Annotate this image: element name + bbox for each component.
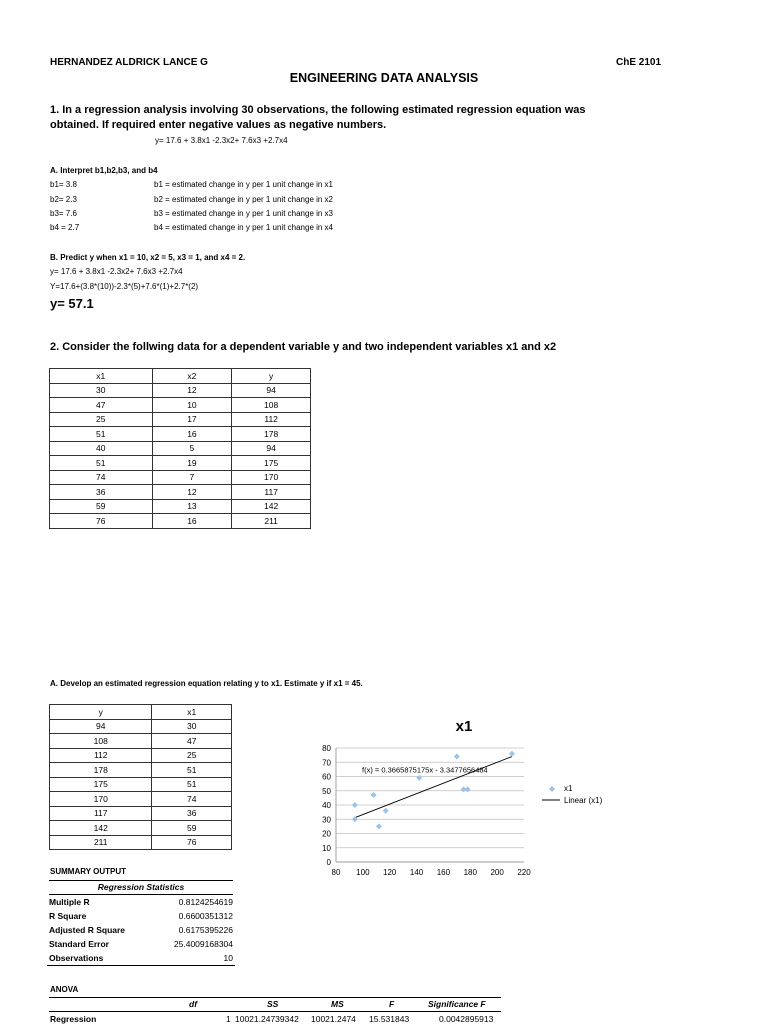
y-tick-label: 40 [322, 801, 331, 810]
table-row [50, 456, 311, 471]
table-row [50, 835, 232, 850]
table-cell: 16 [152, 514, 232, 529]
stats-value: 0.8124254619 [178, 897, 233, 907]
y-tick-label: 0 [326, 858, 331, 867]
table-row [50, 777, 232, 792]
anova-title: ANOVA [50, 985, 79, 994]
stats-label: Adjusted R Square [49, 925, 126, 935]
coef-b2: b2= 2.3 [50, 195, 77, 204]
stats-value: 10 [152, 951, 235, 966]
table-row [50, 763, 232, 778]
q1-equation: y= 17.6 + 3.8x1 -2.3x2+ 7.6x3 +2.7x4 [155, 136, 288, 145]
table-row [50, 427, 311, 442]
table-cell: 36 [50, 485, 153, 500]
q1-answer: y= 57.1 [50, 296, 94, 311]
table-cell: 142 [50, 821, 152, 836]
table-header-row [50, 705, 232, 720]
q2-prompt: 2. Consider the follwing data for a dependent variable y and two independent variables x1 and x2 [50, 341, 557, 353]
table-header-row [50, 369, 311, 384]
table-cell: 117 [232, 485, 311, 500]
table-row [50, 470, 311, 485]
x-tick-label: 100 [356, 868, 370, 877]
table-cell: 25 [152, 748, 232, 763]
table-row [50, 398, 311, 413]
data-point [352, 802, 358, 808]
table-cell: 19 [152, 456, 232, 471]
table-cell: 211 [50, 835, 152, 850]
x-tick-label: 180 [463, 868, 477, 877]
table-cell: 108 [50, 734, 152, 749]
table-cell: 76 [50, 514, 153, 529]
table-cell: 13 [152, 499, 232, 514]
interp-b2: b2 = estimated change in y per 1 unit change in x2 [154, 195, 334, 204]
table-cell: 142 [232, 499, 311, 514]
y-tick-label: 20 [322, 829, 331, 839]
data-point [461, 786, 467, 792]
column-header: y [232, 369, 311, 384]
data-table [49, 368, 311, 529]
table-cell: 117 [50, 806, 152, 821]
q1-prompt-line1: 1. In a regression analysis involving 30 observations, the following estimated regression equation was [50, 104, 586, 116]
table-row [50, 485, 311, 500]
data-point [376, 823, 382, 829]
x-tick-label: 120 [383, 868, 397, 877]
chart-legend [542, 784, 603, 805]
table-row [50, 734, 232, 749]
stats-row [47, 909, 235, 923]
table-cell: 59 [50, 499, 153, 514]
x-tick-label: 160 [436, 868, 451, 877]
x-tick-label: 80 [331, 868, 341, 877]
table-cell: 5 [152, 441, 232, 456]
column-header: x1 [152, 705, 232, 720]
page-title: ENGINEERING DATA ANALYSIS [289, 71, 479, 85]
anova-header-band [49, 997, 501, 1012]
table-row [50, 499, 311, 514]
q1-partB-line2: Y=17.6+(3.8*(10))-2.3*(5)+7.6*(1)+2.7*(2) [50, 282, 199, 291]
y-tick-label: 10 [322, 843, 331, 853]
anova-header-sig: Significance F [428, 999, 486, 1009]
data-point [383, 808, 389, 814]
stats-row [47, 895, 235, 909]
table-cell: 175 [50, 777, 152, 792]
trendline-equation: f(x) = 0.3665875175x - 3.3477656484 [362, 765, 488, 775]
interp-b1: b1 = estimated change in y per 1 unit change in x1 [154, 180, 334, 189]
course-code: ChE 2101 [616, 57, 662, 68]
legend-label-linear: Linear (x1) [564, 796, 603, 805]
anova-header-f: F [389, 999, 395, 1009]
anova-row-ss: 10021.24739342 [235, 1014, 299, 1024]
table-cell: 112 [232, 412, 311, 427]
table-cell: 47 [50, 398, 153, 413]
scatter-chart [300, 710, 630, 885]
anova-row-label: Regression [50, 1014, 97, 1024]
anova-header-df: df [189, 999, 198, 1009]
table-cell: 7 [152, 470, 232, 485]
anova-header-ms: MS [331, 999, 344, 1009]
q1-prompt-line2: obtained. If required enter negative values as negative numbers. [50, 119, 387, 131]
table-row [50, 383, 311, 398]
stats-label: R Square [49, 911, 87, 921]
table-cell: 94 [232, 441, 311, 456]
table-cell: 51 [152, 763, 232, 778]
data-point [509, 751, 515, 757]
legend-label-x1: x1 [564, 784, 573, 793]
anova-row-ms: 10021.2474 [311, 1014, 356, 1024]
interp-b3: b3 = estimated change in y per 1 unit change in x3 [154, 209, 334, 218]
table-row [50, 441, 311, 456]
table-cell: 40 [50, 441, 153, 456]
chart-trendline [355, 757, 512, 818]
stats-label: Standard Error [49, 939, 109, 949]
column-header: x1 [50, 369, 153, 384]
q1-partB-title: B. Predict y when x1 = 10, x2 = 5, x3 = 1, and x4 = 2. [50, 253, 246, 262]
table-cell: 112 [50, 748, 152, 763]
table-cell: 51 [50, 456, 153, 471]
stats-value: 0.6600351312 [178, 911, 233, 921]
table-cell: 178 [232, 427, 311, 442]
data-point [416, 775, 422, 781]
anova-row-f: 15.531843 [369, 1014, 410, 1024]
data-point [454, 754, 460, 760]
stats-row [47, 951, 235, 966]
table-cell: 30 [152, 719, 232, 734]
table-cell: 170 [50, 792, 152, 807]
y-tick-label: 50 [322, 786, 331, 796]
stats-value: 0.6175395226 [178, 925, 233, 935]
table-row [50, 821, 232, 836]
table-cell: 16 [152, 427, 232, 442]
table-cell: 211 [232, 514, 311, 529]
table-cell: 36 [152, 806, 232, 821]
regression-stats-table [47, 895, 235, 966]
q1-partB-line1: y= 17.6 + 3.8x1 -2.3x2+ 7.6x3 +2.7x4 [50, 267, 183, 276]
table-cell: 10 [152, 398, 232, 413]
table-cell: 94 [232, 383, 311, 398]
regression-stats-title: Regression Statistics [97, 882, 185, 892]
table-cell: 108 [232, 398, 311, 413]
x-tick-label: 220 [517, 868, 531, 877]
table-cell: 178 [50, 763, 152, 778]
stats-title-band [49, 880, 233, 895]
stats-value: 25.4009168304 [173, 939, 233, 949]
q2-partA-title: A. Develop an estimated regression equation relating y to x1. Estimate y if x1 = 45. [50, 679, 363, 688]
y-tick-label: 80 [322, 744, 331, 753]
coef-b1: b1= 3.8 [50, 180, 77, 189]
chart-axes [322, 744, 531, 877]
table-row [50, 412, 311, 427]
table-cell: 94 [50, 719, 152, 734]
table-cell: 12 [152, 485, 232, 500]
coef-b3: b3= 7.6 [50, 209, 77, 218]
y-x1-table [49, 704, 232, 850]
table-cell: 25 [50, 412, 153, 427]
student-name: HERNANDEZ ALDRICK LANCE G [50, 57, 208, 68]
table-row [50, 748, 232, 763]
anova-row-sig: 0.0042895913 [439, 1014, 494, 1024]
table-cell: 51 [152, 777, 232, 792]
anova-header-ss: SS [267, 999, 279, 1009]
column-header: x2 [152, 369, 232, 384]
x-tick-label: 200 [490, 868, 504, 877]
table-row [50, 719, 232, 734]
y-tick-label: 30 [322, 815, 331, 825]
table-cell: 59 [152, 821, 232, 836]
interp-b4: b4 = estimated change in y per 1 unit change in x4 [154, 223, 334, 232]
table-cell: 170 [232, 470, 311, 485]
table-cell: 12 [152, 383, 232, 398]
stats-label: Observations [47, 951, 152, 966]
y-tick-label: 70 [322, 758, 331, 768]
table-cell: 74 [50, 470, 153, 485]
x-tick-label: 140 [409, 868, 424, 877]
coef-b4: b4 = 2.7 [50, 223, 80, 232]
q1-partA-title: A. Interpret b1,b2,b3, and b4 [50, 166, 158, 175]
table-row [50, 806, 232, 821]
table-cell: 17 [152, 412, 232, 427]
anova-row-df: 1 [226, 1014, 231, 1024]
table-cell: 30 [50, 383, 153, 398]
column-header: y [50, 705, 152, 720]
chart-title: x1 [455, 718, 473, 735]
stats-row [47, 937, 235, 951]
table-cell: 51 [50, 427, 153, 442]
data-point [371, 792, 377, 798]
table-cell: 47 [152, 734, 232, 749]
table-cell: 74 [152, 792, 232, 807]
stats-row [47, 923, 235, 937]
anova-row-regression [49, 1013, 501, 1024]
stats-label: Multiple R [49, 897, 90, 907]
legend-marker-x1 [549, 786, 555, 792]
summary-title: SUMMARY OUTPUT [50, 867, 126, 876]
table-row [50, 514, 311, 529]
table-row [50, 792, 232, 807]
y-tick-label: 60 [322, 772, 331, 782]
table-cell: 175 [232, 456, 311, 471]
table-cell: 76 [152, 835, 232, 850]
